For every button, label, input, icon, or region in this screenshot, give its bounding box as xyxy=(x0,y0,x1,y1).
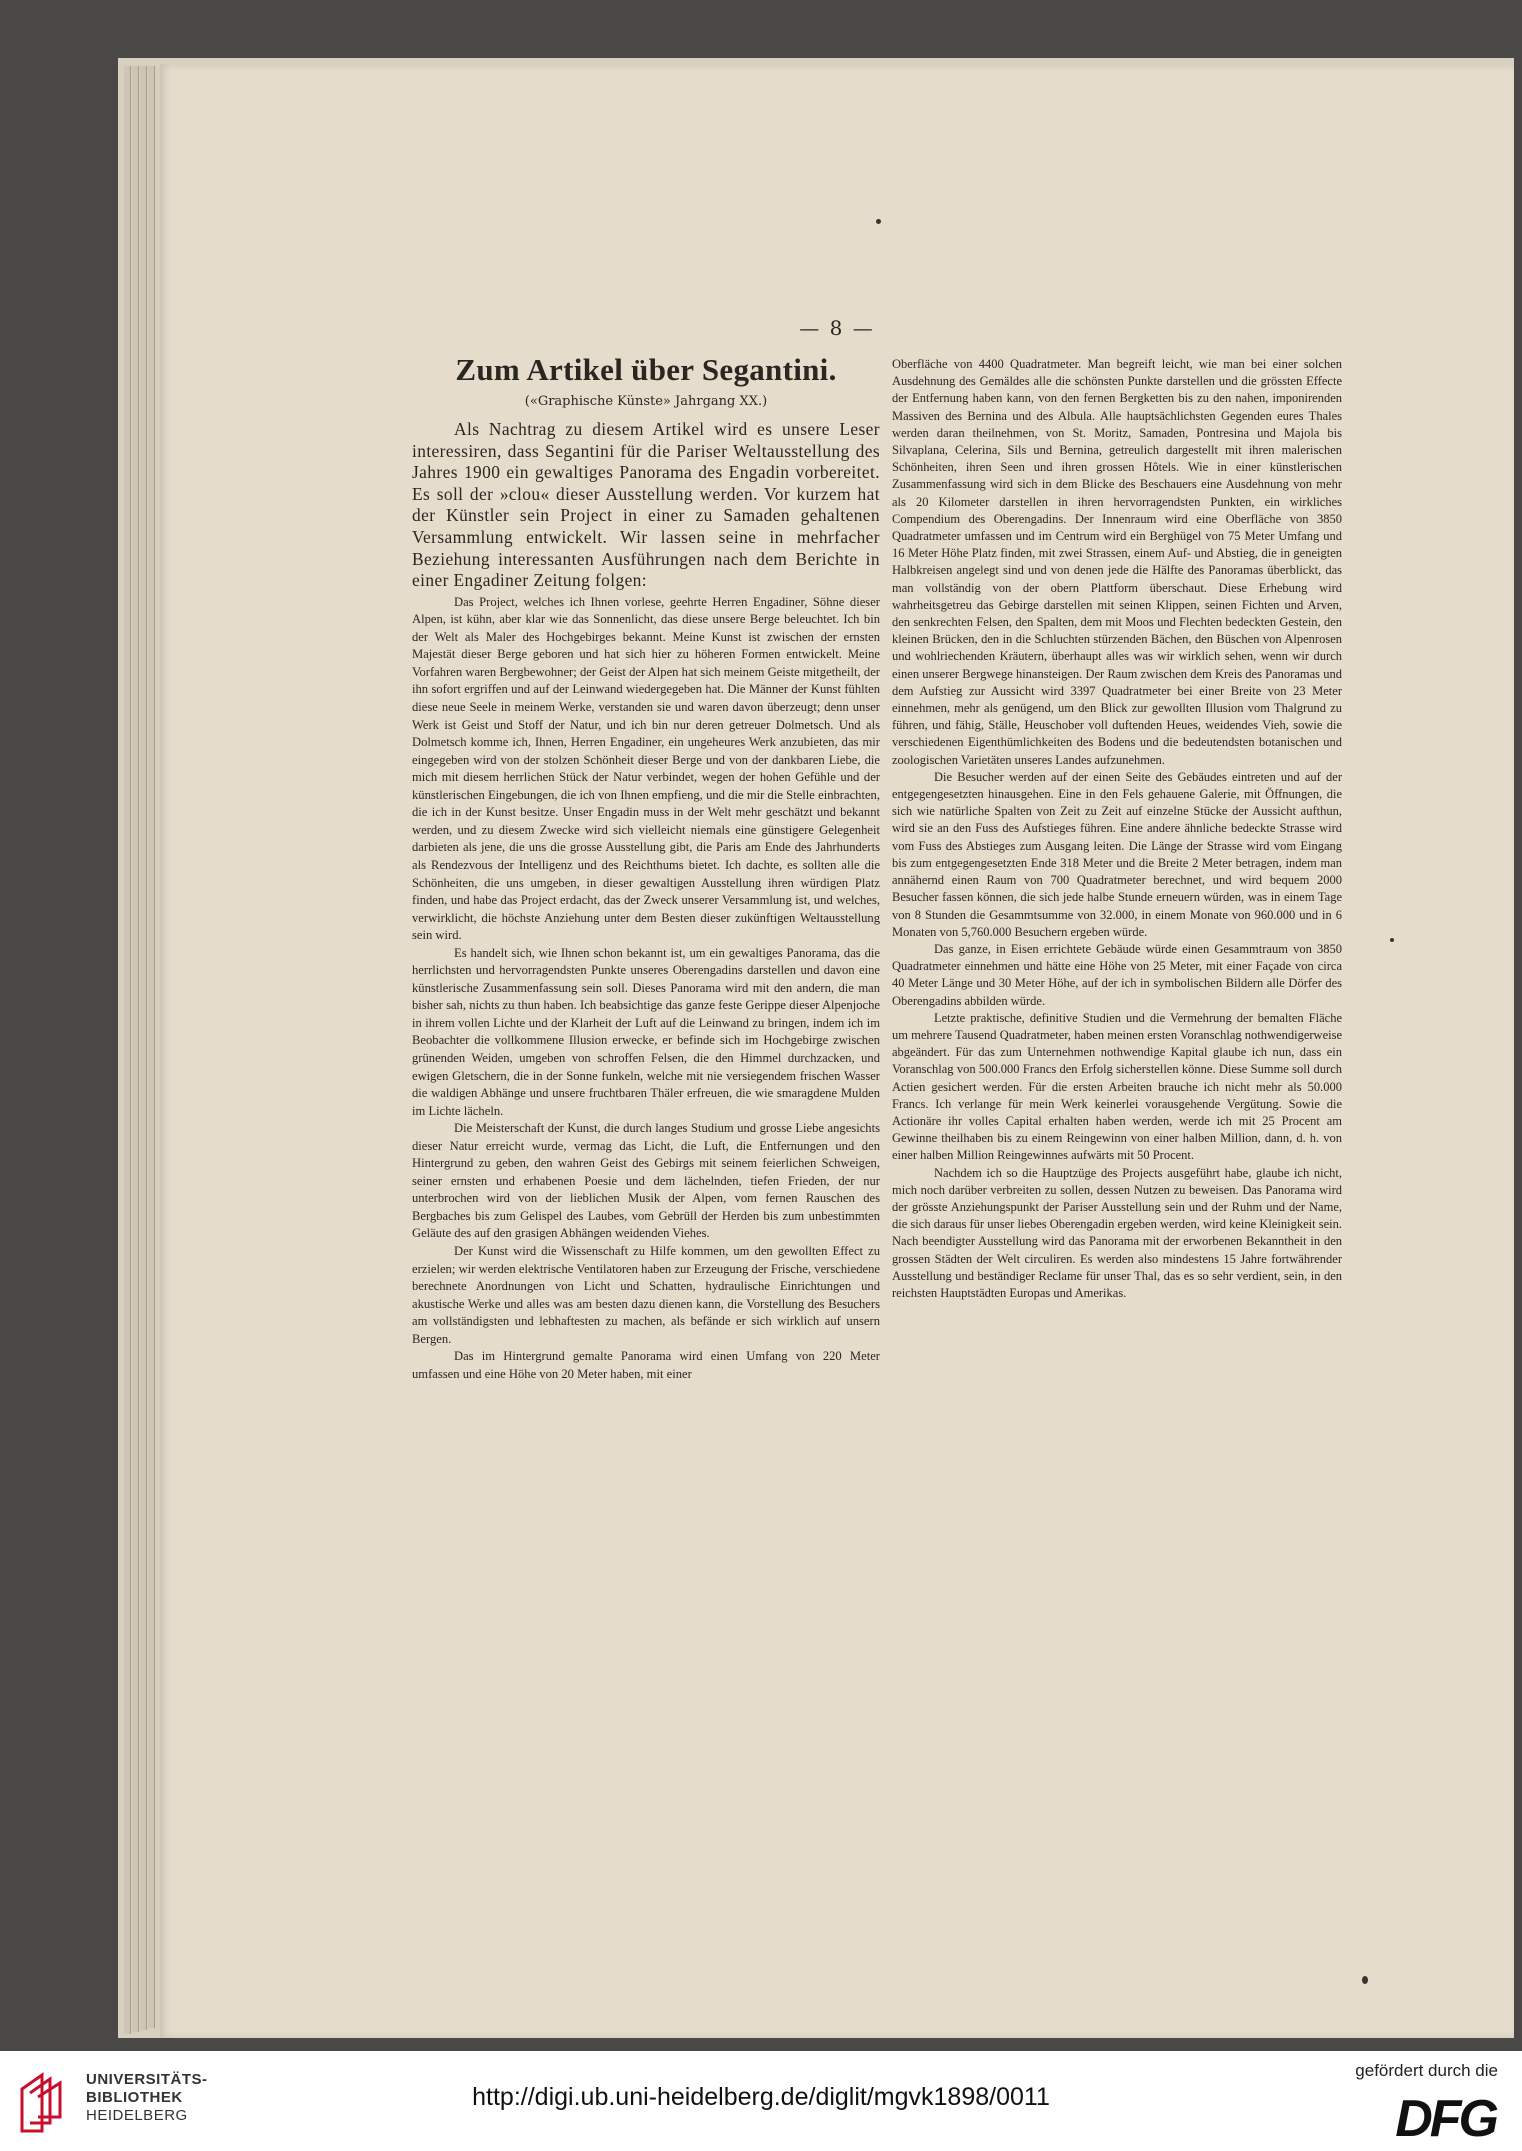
body-paragraph: Die Meisterschaft der Kunst, die durch langes Studium und grosse Liebe angesichts dieser Natur erreicht wurde, vermag das Licht, die Luft, die Entfernungen und den Hintergrund zu geben, den wahren Geist des Gebirgs mit seinem feierlichen Schweigen, seiner ernsten und erhabenen Poesie und dem lächelnden, tiefen Frieden, der nur unterbrochen wird von der lieblichen Musik der Alpen, vom fernen Rauschen des Bergbaches bis zum Gelispel des Laubes, vom Gebrüll der Herden bis zum unbestimmten Geläute des auf den grasigen Abhängen weidenden Viehes. xyxy=(412,1121,880,1241)
dfg-logo: DFG xyxy=(1395,2090,1496,2148)
permalink-url[interactable]: http://digi.ub.uni-heidelberg.de/diglit/mgvk1898/0011 xyxy=(472,2083,1050,2111)
funding-label: gefördert durch die xyxy=(1355,2061,1498,2080)
speck xyxy=(876,219,881,224)
body-paragraph: Das ganze, in Eisen errichtete Gebäude würde einen Gesammtraum von 3850 Quadratmeter einnehmen und hätte eine Höhe von 25 Meter, mit einer Façade von circa 40 Meter Länge und 30 Meter Höhe, auf der ich in symbolischen Bildern alle Dörfer des Oberengadins abbilden würde. xyxy=(892,941,1342,1008)
speck xyxy=(1362,1976,1368,1984)
speck xyxy=(1390,938,1394,942)
page-edge xyxy=(148,66,155,2028)
page-edge xyxy=(132,66,139,2032)
footer-bar xyxy=(0,2051,1522,2151)
body-paragraph: Das im Hintergrund gemalte Panorama wird einen Umfang von 220 Meter umfassen und eine Höhe von 20 Meter haben, mit einer xyxy=(412,1349,880,1381)
article-subtitle: («Graphische Künste» Jahrgang XX.) xyxy=(524,394,768,409)
body-paragraph: Das Project, welches ich Ihnen vorlese, geehrte Herren Engadiner, Söhne dieser Alpen, ist kühn, aber klar wie das Sonnenlicht, das diese unsere Berge beleuchtet. Ich bin der Welt als Maler des Hochgebirges bekannt. Meine Kunst ist zwischen der ernsten Majestät dieser Berge geboren und hat sich hier zu höheren Formen entwickelt. Meine Vorfahren waren Bergbewohner; der Geist der Alpen hat sich meinem Geiste mitgetheilt, der ihn sofort ergriffen und auf der Leinwand wiedergegeben hat. Die Männer der Kunst fühlten diese neue Seele in meinem Werke, verstanden sie und waren davon überzeugt; denn unser Werk ist Geist und Stoff der Natur, und ich bin nur deren getreuer Dolmetsch. Und als Dolmetsch komme ich, Ihnen, Herren Engadiner, ein ungeheures Werk anzubieten, das mir eingegeben wird von der stolzen Schönheit dieser Berge und von der dankbaren Liebe, die mich mit diesem herrlichen Stück der Natur verbindet, wegen der hohen Gefühle und der künstlerischen Eingebungen, die ich von Ihnen empfieng, und die mir die Stelle einbrachten, die ich in der Kunst besitze. Unser Engadin muss in der Welt mehr geschätzt und bekannt werden, und zu diesem Zwecke wird sich vielleicht niemals eine günstigere Gelegenheit darbieten als jene, die uns die grosse Ausstellung gibt, die Paris am Ende des Jahrhunderts als Rendezvous der Intelligenz und des Reichthums bietet. Ich dachte, es sollten alle die Schönheiten, die uns umgeben, in dieser gewaltigen Ausstellung ihren würdigen Platz finden, und habe das Project erdacht, das der Zweck unserer Versammlung ist, und welches, verwirklicht, die höchste Anziehung unter dem Besten dieser zukünftigen Weltausstellung sein wird. xyxy=(412,594,880,943)
library-name-line: UNIVERSITÄTS- xyxy=(86,2071,208,2088)
body-paragraph: Die Besucher werden auf der einen Seite des Gebäudes eintreten und auf der entgegengesetzten hinausgehen. Eine in den Fels gehauene Galerie, mit Öffnungen, die sich wie natürliche Spalten von Zeit zu Zeit auf einzelne Stücke der Aussicht aufthun, wird sie an den Fuss des Aufstieges führen. Eine andere ähnliche bedeckte Strasse wird vom Fuss des Abstieges zum Ausgang leiten. Die Länge der Strasse wird vom Eingang bis zum entgegengesetzten Ende 318 Meter und die Breite 2 Meter betragen, indem man annähernd einen Raum von 700 Quadratmeter berechnet, und wird bequem 2000 Besucher fassen können, die sich jede halbe Stunde erneuern würden, was in einem Tage von 8 Stunden die Gesammtsumme von 32.000, in einem Monate von 960.000 und in 6 Monaten von 5,760.000 Besuchern ergeben würde. xyxy=(892,769,1342,939)
body-paragraph: Es handelt sich, wie Ihnen schon bekannt ist, um ein gewaltiges Panorama, das die herrlichsten und hervorragendsten Punkte unseres Oberengadins darstellen und davon eine künstlerische Zusammenfassung sein soll. Dieses Panorama wird mit den andern, die man bisher sah, nichts zu thun haben. Ich beabsichtige das ganze feste Gerippe dieser Alpenjoche in ihrem vollen Lichte und der Klarheit der Luft auf die Leinwand zu bringen, indem ich im Beobachter die vollkommene Illusion erwecke, er befinde sich im Hochgebirge zwischen grünenden Weiden, umgeben von schroffen Felsen, die den Himmel durchzacken, und ewigen Gletschern, die in der Sonne funkeln, welche mit nie versiegendem frischen Wasser die waldigen Abhänge und unsere fruchtbaren Thäler erfreuen, die wie smaragdene Mulden im Lichte lächeln. xyxy=(412,945,880,1118)
library-name-line: HEIDELBERG xyxy=(86,2107,188,2124)
body-paragraph: Oberfläche von 4400 Quadratmeter. Man begreift leicht, wie man bei einer solchen Ausdehnung des Gemäldes alle die schönsten Punkte darstellen und die grössten Effecte der Entfernung haben kann, von den fernen Bergketten bis zu den nahen, imponirenden Massiven des Bernina und des Albula. Alle hauptsächlichsten Gegenden eures Thales werden daran theilnehmen, von St. Moritz, Samaden, Pontresina und Majola bis Silvaplana, Celerina, Sils und Bernina, getreulich dargestellt mit ihren malerischen Schönheiten, ihren Seen und ihren grossen Hôtels. Wie in einer künstlerischen Zusammenfassung wird sich in dem Blicke des Beschauers eine Ausdehnung von mehr als 20 Kilometer darstellen in ihren hervorragendsten Punkten, ein wirkliches Compendium des Oberengadins. Der Innenraum wird eine Oberfläche von 3850 Quadratmeter umfassen und im Centrum wird ein Berghügel von 75 Meter Umfang und 16 Meter Höhe Platz finden, mit zwei Strassen, einem Auf- und Abstieg, die in geneigten Halbkreisen angelegt sind und von denen jede die Hälfte des Panoramas überblickt, das man vollständig von der obern Plattform überschaut. Diese Erhebung wird wahrheitsgetreu das Gebirge darstellen mit seinen Klippen, seinen Fichten und Arven, den senkrechten Felsen, den Spalten, dem mit Moos und Flechten bedeckten Gestein, den kleinen Brücken, den in die Schluchten stürzenden Bächen, den Büschen von Alpenrosen und wohlriechenden Kräutern, überhaupt alles was wir wirklich sehen, wenn wir durch einen unserer Bergwege hinansteigen. Der Raum zwischen dem Kreis des Panoramas und dem Aufstieg zur Aussicht wird 3397 Quadratmeter bei einer Breite von 23 Meter einnehmen, mehr als genügend, um den Blick zur gewollten Illusion vom Thalgrund zu führen, und fähig, Ställe, Heuschober voll duftenden Heues, weidendes Vieh, sowie die verschiedenen Eigenthümlichkeiten des Bodens und die bedeutendsten botanischen und zoologischen Varietäten unseres Landes aufzunehmen. xyxy=(892,357,1342,767)
article-title: Zum Artikel über Segantini. xyxy=(455,352,837,387)
body-paragraph: Letzte praktische, definitive Studien und die Vermehrung der bemalten Fläche um mehrere Tausend Quadratmeter, haben meinen ersten Voranschlag nothwendigerweise abgeändert. Für das zum Unternehmen nothwendige Kapital glaube ich nun, dass ein Voranschlag von 500.000 Francs den Erfolg sicherstellen könne. Diese Summe soll durch Actien gesichert werden. Für die ersten Arbeiten brauche ich nicht mehr als 50.000 Francs. Ich verlange für mein Werk keinerlei vorausgehende Vergütung. Sowie die Actionäre ihr volles Capital erhalten haben werden, werde ich mit 25 Procent am Gewinne theilhaben bis zu einem Reingewinn von einer halben Million, dann, d. h. von einer halben Million Reingewinnes aufwärts mit 50 Procent. xyxy=(892,1010,1342,1163)
document-page xyxy=(160,64,1514,2038)
body-paragraph: Der Kunst wird die Wissenschaft zu Hilfe kommen, um den gewollten Effect zu erzielen; wir werden elektrische Ventilatoren haben zur Erzeugung der Frische, verschiedene berechnete Anordnungen von Licht und Schatten, hydraulische Einrichtungen und akustische Werke und alles was am besten dazu dienen kann, die Vorstellung des Besuchers am vollständigsten und lebhaftesten zu machen, als befände er sich wirklich auf unsern Bergen. xyxy=(412,1243,880,1346)
lead-paragraph: Als Nachtrag zu diesem Artikel wird es unsere Leser interessiren, dass Segantini für die Pariser Weltausstellung des Jahres 1900 ein gewaltiges Panorama des Engadin vorbereitet. Es soll der »clou« dieser Ausstellung werden. Vor kurzem hat der Künstler sein Project in einer zu Samaden gehaltenen Versammlung entwickelt. Wir lassen seine in mehrfacher Beziehung interessanten Ausführungen nach dem Berichte in einer Engadiner Zeitung folgen: xyxy=(412,419,880,591)
page-number: — 8 — xyxy=(799,316,875,340)
body-paragraph: Nachdem ich so die Hauptzüge des Projects ausgeführt habe, glaube ich nicht, mich noch darüber verbreiten zu sollen, dessen Nutzen zu beweisen. Das Panorama wird der grösste Anziehungspunkt der Pariser Ausstellung sein und der Ruhm und der Name, die sich daraus für unser liebes Oberengadin ergeben werden, wird keine Kleinigkeit sein. Nach beendigter Ausstellung wird das Panorama mit der erworbenen Bekanntheit in den grossen Städten der Welt circuliren. Es werden also mindestens 15 Jahre fortwährender Ausstellung und beständiger Reclame für unser Thal, das es so sehr verdient, sein, in den reichsten Hauptstädten Europas und Amerikas. xyxy=(892,1165,1342,1300)
page-edge xyxy=(140,66,147,2030)
page-edge xyxy=(124,66,131,2034)
library-name-line: BIBLIOTHEK xyxy=(86,2089,183,2106)
left-column xyxy=(412,352,880,1383)
right-column xyxy=(892,356,1342,1302)
